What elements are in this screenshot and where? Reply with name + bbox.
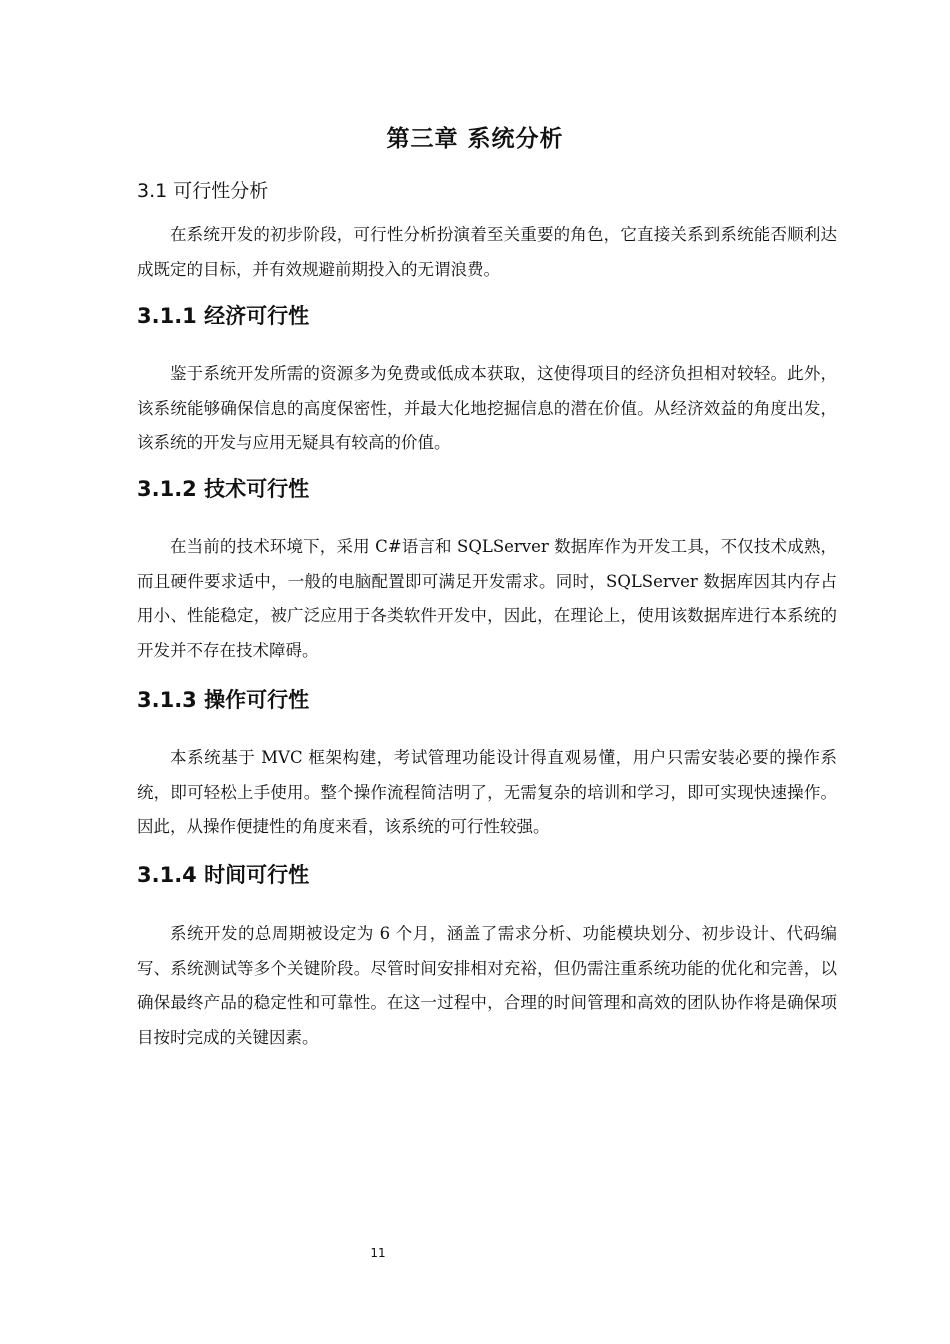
subsection-heading-schedule: 3.1.4 时间可行性 <box>137 863 310 887</box>
subsection-body-technical: 在当前的技术环境下，采用 C#语言和 SQLServer 数据库作为开发工具，不仅技术成熟，而且硬件要求适中，一般的电脑配置即可满足开发需求。同时，SQLServer 数据库因其内存占用小、性能稳定，被广泛应用于各类软件开发中，因此，在理论上，使用该数据库进行本系统的开发并不存在技术障碍。 <box>137 537 837 660</box>
page-number: 11 <box>370 1246 386 1260</box>
section-heading-3-1: 3.1 可行性分析 <box>137 180 269 202</box>
section-intro-paragraph: 在系统开发的初步阶段，可行性分析扮演着至关重要的角色，它直接关系到系统能否顺利达成既定的目标，并有效规避前期投入的无谓浪费。 <box>137 225 837 279</box>
subsection-body-economic: 鉴于系统开发所需的资源多为免费或低成本获取，这使得项目的经济负担相对较轻。此外，该系统能够确保信息的高度保密性，并最大化地挖掘信息的潜在价值。从经济效益的角度出发，该系统的开发与应用无疑具有较高的价值。 <box>137 364 837 452</box>
subsection-body-schedule: 系统开发的总周期被设定为 6 个月，涵盖了需求分析、功能模块划分、初步设计、代码编写、系统测试等多个关键阶段。尽管时间安排相对充裕，但仍需注重系统功能的优化和完善，以确保最终产品的稳定性和可靠性。在这一过程中，合理的时间管理和高效的团队协作将是确保项目按时完成的关键因素。 <box>137 924 837 1047</box>
subsection-heading-technical: 3.1.2 技术可行性 <box>137 477 310 501</box>
chapter-title: 第三章 系统分析 <box>386 126 564 152</box>
subsection-body-operational: 本系统基于 MVC 框架构建，考试管理功能设计得直观易懂，用户只需安装必要的操作系统，即可轻松上手使用。整个操作流程简洁明了，无需复杂的培训和学习，即可实现快速操作。因此，从操作便捷性的角度来看，该系统的可行性较强。 <box>137 748 837 836</box>
subsection-heading-operational: 3.1.3 操作可行性 <box>137 688 310 712</box>
subsection-heading-economic: 3.1.1 经济可行性 <box>137 304 310 328</box>
